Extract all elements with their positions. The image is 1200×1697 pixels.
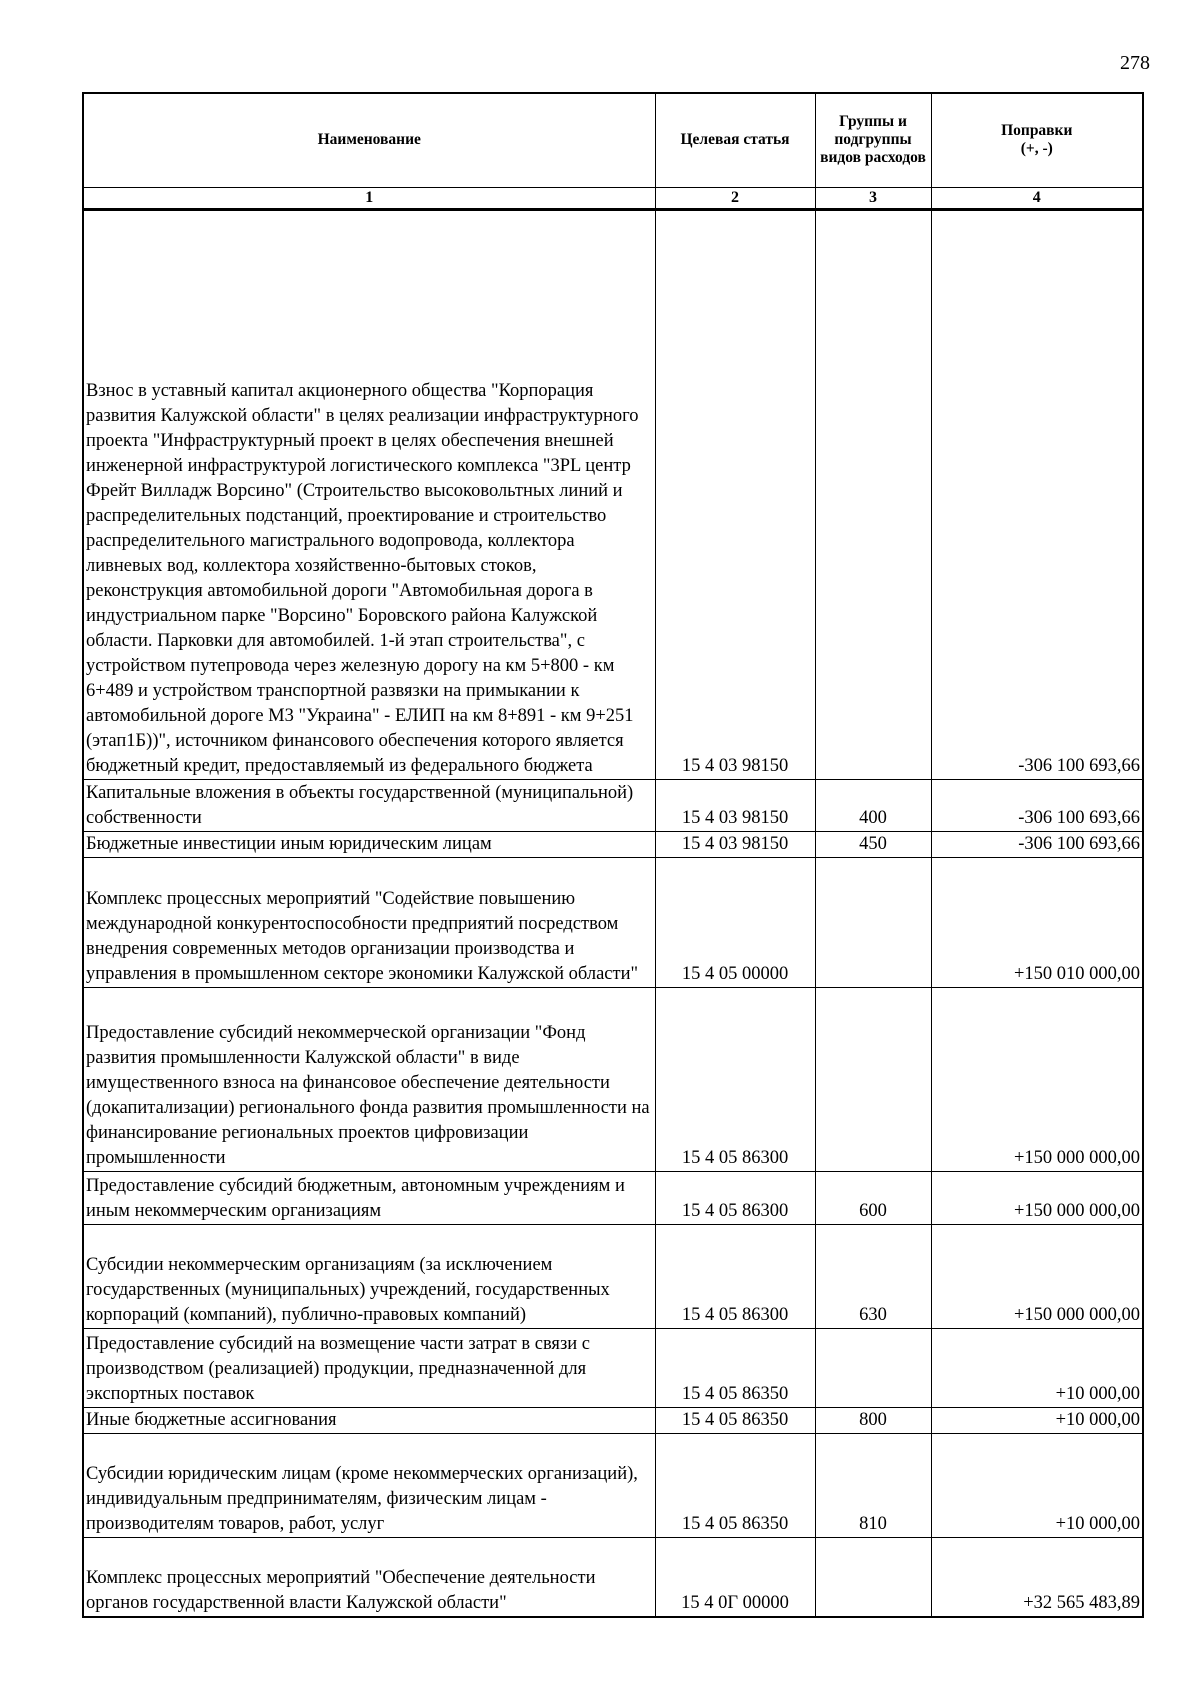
table-row: [83, 1171, 1143, 1224]
row-target-article: 15 4 05 00000: [655, 857, 815, 987]
row-amount: +150 000 000,00: [931, 1224, 1143, 1328]
row-target-article: 15 4 05 86350: [655, 1433, 815, 1537]
row-expense-group: 810: [815, 1433, 931, 1537]
table-header: [83, 93, 1143, 209]
row-name: Комплекс процессных мероприятий "Содействие повышению международной конкурентоспособности предприятий посредством внедрения современных методов организации производства и управления в промышленном секторе экономики Калужской области": [83, 857, 655, 987]
row-expense-group: [815, 1328, 931, 1407]
row-amount: +10 000,00: [931, 1433, 1143, 1537]
header-amendments-title: Поправки: [1001, 122, 1073, 140]
row-target-article: 15 4 03 98150: [655, 831, 815, 857]
header-amendments-sign: (+, -): [1020, 140, 1053, 158]
row-name: Предоставление субсидий бюджетным, автономным учреждениям и иным некоммерческим организациям: [83, 1171, 655, 1224]
row-name: Субсидии юридическим лицам (кроме некоммерческих организаций), индивидуальным предпринимателям, физическим лицам - производителям товаров, работ, услуг: [83, 1433, 655, 1537]
row-expense-group: 600: [815, 1171, 931, 1224]
row-target-article: 15 4 0Г 00000: [655, 1537, 815, 1617]
table-row: [83, 1537, 1143, 1617]
table-row: [83, 1328, 1143, 1407]
row-expense-group: [815, 1537, 931, 1617]
row-target-article: 15 4 05 86300: [655, 1171, 815, 1224]
column-number-4: 4: [931, 187, 1143, 209]
table-row: [83, 1433, 1143, 1537]
table-row: [83, 831, 1143, 857]
row-amount: +10 000,00: [931, 1407, 1143, 1433]
row-name: Иные бюджетные ассигнования: [83, 1407, 655, 1433]
row-amount: +150 010 000,00: [931, 857, 1143, 987]
row-target-article: 15 4 03 98150: [655, 779, 815, 831]
header-amendments: [931, 93, 1143, 187]
budget-table: [82, 92, 1144, 1618]
row-name: Предоставление субсидий на возмещение части затрат в связи с производством (реализацией) продукции, предназначенной для экспортных поставок: [83, 1328, 655, 1407]
table-row: [83, 1224, 1143, 1328]
row-expense-group: 800: [815, 1407, 931, 1433]
row-name: Предоставление субсидий некоммерческой организации "Фонд развития промышленности Калужской области" в виде имущественного взноса на финансовое обеспечение деятельности (докапитализации) регионального фонда развития промышленности на финансирование региональных проектов цифровизации промышленности: [83, 987, 655, 1171]
row-amount: +150 000 000,00: [931, 987, 1143, 1171]
header-name: Наименование: [83, 93, 655, 187]
row-amount: -306 100 693,66: [931, 831, 1143, 857]
row-expense-group: [815, 987, 931, 1171]
row-amount: +10 000,00: [931, 1328, 1143, 1407]
row-name: Взнос в уставный капитал акционерного общества "Корпорация развития Калужской области" в целях реализации инфраструктурного проекта "Инфраструктурный проект в целях обеспечения внешней инженерной инфраструктурой логистического комплекса "3PL центр Фрейт Вилладж Ворсино" (Строительство высоковольтных линий и распределительных подстанций, проектирование и строительство распределительного магистрального водопровода, коллектора ливневых вод, коллектора хозяйственно-бытовых стоков, реконструкция автомобильной дороги "Автомобильная дорога в индустриальном парке "Ворсино" Боровского района Калужской области. Парковки для автомобилей. 1-й этап строительства", с устройством путепровода через железную дорогу на км 5+800 - км 6+489 и устройством транспортной развязки на примыкании к автомобильной дороге М3 "Украина" - ЕЛИП на км 8+891 - км 9+251 (этап1Б))", источником финансового обеспечения которого является бюджетный кредит, предоставляемый из федерального бюджета: [83, 209, 655, 779]
row-amount: -306 100 693,66: [931, 209, 1143, 779]
row-expense-group: 450: [815, 831, 931, 857]
row-name: Субсидии некоммерческим организациям (за исключением государственных (муниципальных) учреждений, государственных корпораций (компаний), публично-правовых компаний): [83, 1224, 655, 1328]
column-number-2: 2: [655, 187, 815, 209]
column-number-3: 3: [815, 187, 931, 209]
table-row: [83, 209, 1143, 779]
row-target-article: 15 4 05 86350: [655, 1407, 815, 1433]
header-target-article: Целевая статья: [655, 93, 815, 187]
table-body: [83, 209, 1143, 1617]
table-row: [83, 987, 1143, 1171]
row-target-article: 15 4 05 86300: [655, 987, 815, 1171]
table-row: [83, 857, 1143, 987]
row-expense-group: 400: [815, 779, 931, 831]
column-number-1: 1: [83, 187, 655, 209]
row-target-article: 15 4 05 86350: [655, 1328, 815, 1407]
row-amount: +32 565 483,89: [931, 1537, 1143, 1617]
row-name: Комплекс процессных мероприятий "Обеспечение деятельности органов государственной власти Калужской области": [83, 1537, 655, 1617]
table-row: [83, 779, 1143, 831]
row-target-article: 15 4 03 98150: [655, 209, 815, 779]
row-amount: -306 100 693,66: [931, 779, 1143, 831]
table-row: [83, 1407, 1143, 1433]
row-expense-group: 630: [815, 1224, 931, 1328]
row-amount: +150 000 000,00: [931, 1171, 1143, 1224]
header-expense-groups: Группы и подгруппы видов расходов: [815, 93, 931, 187]
row-name: Капитальные вложения в объекты государственной (муниципальной) собственности: [83, 779, 655, 831]
row-expense-group: [815, 209, 931, 779]
page-number: 278: [1120, 52, 1150, 74]
row-target-article: 15 4 05 86300: [655, 1224, 815, 1328]
row-name: Бюджетные инвестиции иным юридическим лицам: [83, 831, 655, 857]
row-expense-group: [815, 857, 931, 987]
